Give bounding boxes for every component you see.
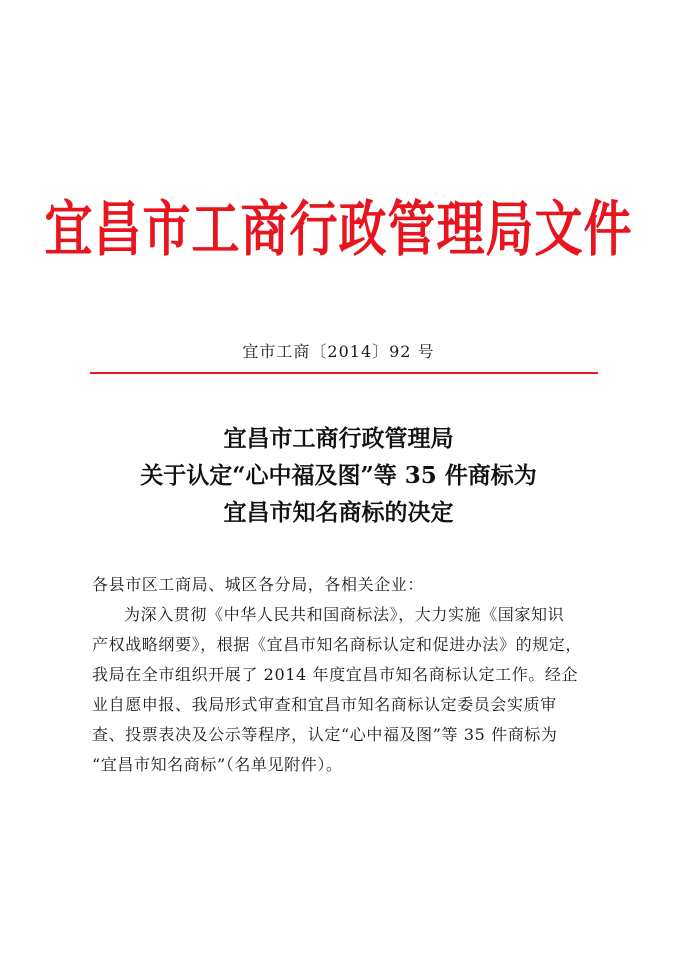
document-body	[92, 570, 612, 780]
title-line-2: 关于认定“心中福及图”等 35 件商标为	[140, 462, 537, 489]
title-line-1: 宜昌市工商行政管理局	[223, 425, 454, 452]
paragraph-line: 业自愿申报、我局形式审查和宜昌市知名商标认定委员会实质审	[92, 695, 557, 714]
paragraph-line: 为深入贯彻《中华人民共和国商标法》，大力实施《国家知识	[124, 605, 565, 624]
red-divider-line	[90, 372, 598, 374]
paragraph-line: 产权战略纲要》，根据《宜昌市知名商标认定和促进办法》的规定，	[92, 635, 583, 654]
paragraph-line: “宜昌市知名商标”（名单见附件）。	[92, 755, 343, 774]
document-number: 宜市工商〔2014〕92 号	[242, 342, 435, 361]
paragraph-line: 查、投票表决及公示等程序，认定“心中福及图”等 35 件商标为	[92, 725, 558, 744]
agency-header-title: 宜昌市工商行政管理局文件	[44, 195, 633, 265]
salutation: 各县市区工商局、城区各分局，各相关企业：	[92, 575, 425, 594]
document-title	[0, 420, 677, 531]
title-line-3: 宜昌市知名商标的决定	[223, 499, 454, 526]
paragraph-line: 我局在全市组织开展了 2014 年度宜昌市知名商标认定工作。经企	[92, 665, 579, 684]
